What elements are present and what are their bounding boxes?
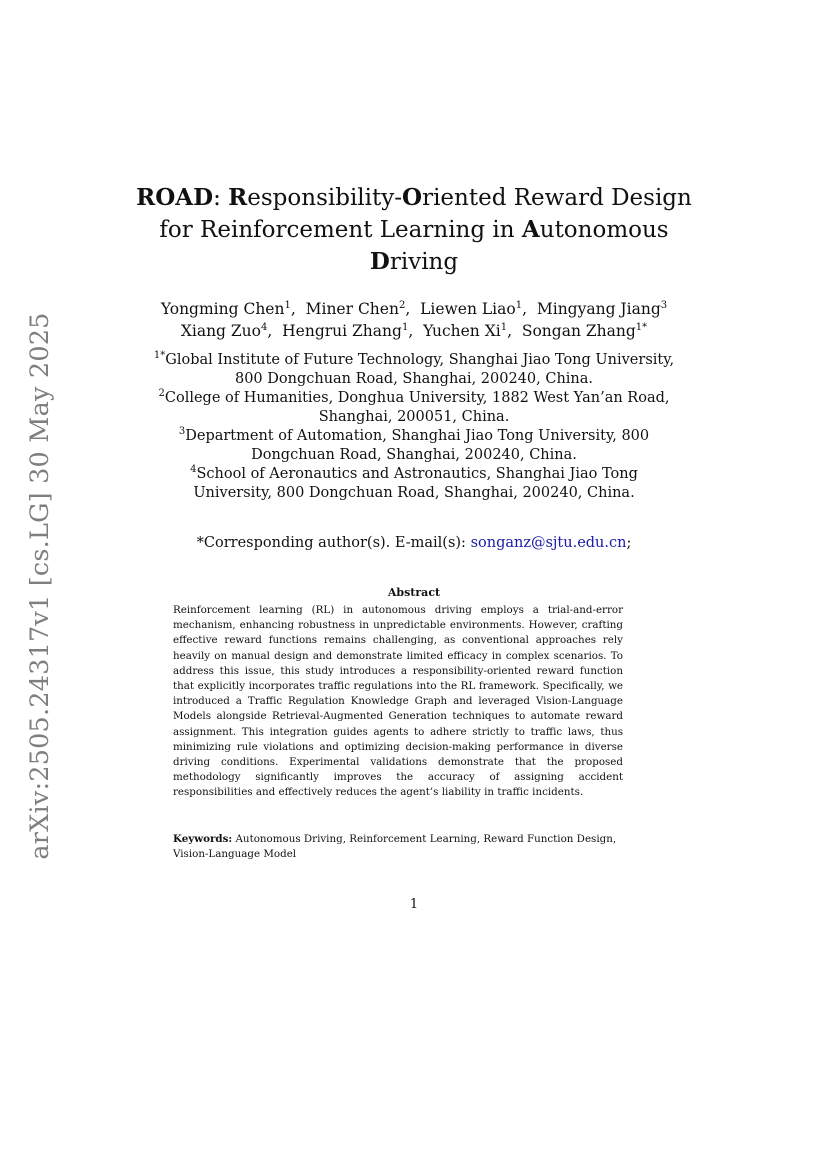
page-number: 1 (409, 897, 419, 912)
title-segment: : (213, 185, 229, 211)
title-line-1 (120, 182, 708, 214)
title-segment: riving (389, 249, 459, 275)
title-line-3 (120, 246, 708, 278)
title-segment: R (228, 184, 248, 211)
keywords-text: Autonomous Driving, Reinforcement Learning, Reward Function Design, Vision-Language Model (173, 833, 617, 860)
title-segment: ROAD (136, 184, 214, 211)
author: , Miner Chen$^2$ (291, 300, 405, 318)
affiliation: $^4$School of Aeronautics and Astronautics, Shanghai Jiao Tong University, 800 Dongchuan Road, Shanghai, 200240, China. (190, 464, 638, 501)
abstract-body: Reinforcement learning (RL) in autonomous driving employs a trial-and-error mechanism, enhancing robustness in unpredictable environments. However, crafting effective reward functions remains challenging, as conventional approaches rely heavily on manual design and demonstrate limited efficacy in complex scenarios. To address this issue, this study introduces a responsibility-oriented reward function that explicitly incorporates traffic regulations into the RL framework. Specifically, we introduced a Traffic Regulation Knowledge Graph and leveraged Vision-Language Models alongside Retrieval-Augmented Generation techniques to automate reward assignment. This integration guides agents to adhere strictly to traffic laws, thus minimizing rule violations and optimizing decision-making performance in diverse driving conditions. Experimental validations demonstrate that the proposed methodology significantly improves the accuracy of assigning accident responsibilities and effectively reduces the agent’s liability in traffic incidents. (173, 604, 623, 799)
author-line-1 (120, 298, 708, 320)
title-segment: D (369, 248, 390, 275)
author: Xiang Zuo$^4$ (180, 322, 268, 340)
abstract-heading: Abstract (387, 586, 441, 599)
title-segment: A (521, 216, 540, 243)
arxiv-identifier-stamp: arXiv:2505.24317v1 [cs.LG] 30 May 2025 (25, 312, 55, 860)
affiliation: $^2$College of Humanities, Donghua University, 1882 West Yan’an Road, Shanghai, 200051, China. (158, 388, 670, 425)
title-segment: for Reinforcement Learning in (159, 217, 522, 243)
title-line-2 (120, 214, 708, 246)
keywords (173, 832, 623, 861)
title-segment: esponsibility- (247, 185, 403, 211)
paper-title (120, 182, 708, 278)
affiliation: $^3$Department of Automation, Shanghai Jiao Tong University, 800 Dongchuan Road, Shanghai, 200240, China. (178, 426, 650, 463)
title-segment: O (402, 184, 423, 211)
corresponding-author (120, 535, 708, 551)
author: , Mingyang Jiang$^3$ (522, 300, 667, 318)
email-link[interactable]: songanz@sjtu.edu.cn (470, 535, 627, 551)
author: , Liewen Liao$^1$ (405, 300, 522, 318)
author: , Songan Zhang$^{1*}$ (507, 322, 647, 340)
author-list (120, 298, 708, 342)
affiliation: $^{1*}$Global Institute of Future Technology, Shanghai Jiao Tong University, 800 Dongchuan Road, Shanghai, 200240, China. (153, 350, 675, 387)
author-line-2 (120, 320, 708, 342)
corresponding-suffix: ; (626, 535, 632, 551)
title-segment: riented Reward Design (422, 185, 692, 211)
title-segment: utonomous (539, 217, 669, 243)
affiliation-list (150, 351, 678, 503)
author: Yongming Chen$^1$ (160, 300, 291, 318)
keywords-label: Keywords: (173, 833, 233, 845)
author: , Yuchen Xi$^1$ (408, 322, 507, 340)
author: , Hengrui Zhang$^1$ (267, 322, 408, 340)
corresponding-prefix: *Corresponding author(s). E-mail(s): (196, 535, 471, 551)
